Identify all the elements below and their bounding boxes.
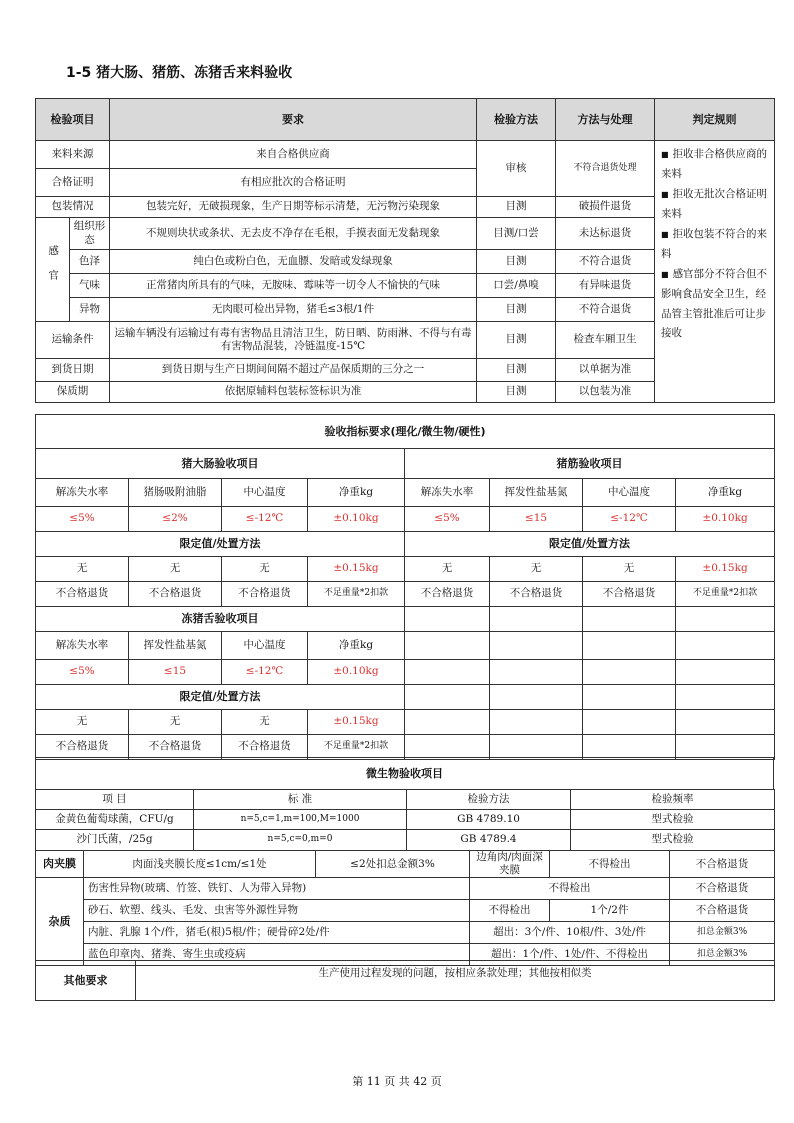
method-arrival: 目测: [477, 359, 556, 382]
limit-value: ±0.10kg: [308, 507, 405, 532]
req-source: 来自合格供应商: [110, 141, 477, 169]
col-label: 挥发性盐基氮: [490, 479, 583, 507]
limit-value: ≤-12℃: [222, 507, 308, 532]
micro-table: [35, 789, 775, 851]
action-cell: 不合格退货: [583, 582, 676, 607]
item-pack: 包装情况: [36, 197, 110, 218]
item-foreign: 异物: [70, 298, 110, 322]
item-tissue: 组织形态: [70, 218, 110, 250]
impurity-action: 扣总金额3%: [670, 922, 775, 944]
action-cell: 不足重量*2扣款: [676, 582, 775, 607]
action-color: 不符合退货: [556, 250, 655, 274]
rule-item: ■ 拒收无批次合格证明来料: [661, 185, 770, 225]
impurity-action: 不合格退货: [670, 878, 775, 900]
header-method: 检验方法: [477, 99, 556, 141]
impurity-action: 扣总金额3%: [670, 944, 775, 966]
rules-cell: [655, 141, 775, 403]
micro-cell: GB 4789.10: [407, 810, 571, 830]
action-transport: 检查车厢卫生: [556, 322, 655, 359]
indicators-title: 验收指标要求(理化/微生物/硬性): [36, 415, 775, 449]
impurity-std: 1个/2件: [550, 900, 670, 922]
req-foreign: 无肉眼可检出异物，猪毛≤3根/1件: [110, 298, 477, 322]
micro-cell: 型式检验: [571, 810, 775, 830]
micro-cell: 型式检验: [571, 830, 775, 851]
action-smell: 有异味退货: [556, 274, 655, 298]
method-foreign: 目测: [477, 298, 556, 322]
col-label: 解冻失水率: [405, 479, 490, 507]
page-footer: 第 11 页 共 42 页: [352, 1075, 442, 1088]
inspection-table: [35, 98, 775, 403]
rule-item: ■ 感官部分不符合但不影响食品安全卫生，经品管主管批准后可让步接收: [661, 265, 770, 345]
item-color: 色泽: [70, 250, 110, 274]
limit-cell: ±0.15kg: [308, 710, 405, 735]
intestine-title: 猪大肠验收项目: [36, 449, 405, 479]
action-cell: 不合格退货: [405, 582, 490, 607]
req-transport: 运输车辆没有运输过有毒有害物品且清洁卫生，防日晒、防雨淋、不得与有毒有害物品混装，冷链温度-15℃: [110, 322, 477, 359]
method-smell: 口尝/鼻嗅: [477, 274, 556, 298]
other-text: 生产使用过程发现的问题，按相应条款处理；其他按相似类: [136, 961, 775, 1001]
req-pack: 包装完好，无破损现象，生产日期等标示清楚，无污物污染现象: [110, 197, 477, 218]
col-label: 净重kg: [308, 479, 405, 507]
tendon-title: 猪筋验收项目: [405, 449, 775, 479]
limit-value: ±0.10kg: [308, 660, 405, 685]
limit-title: 限定值/处置方法: [36, 685, 405, 710]
membrane-cell: ≤2处扣总金额3%: [316, 851, 470, 878]
limit-cell: 无: [36, 710, 129, 735]
action-cell: 不合格退货: [36, 735, 129, 760]
limit-cell: 无: [36, 557, 129, 582]
micro-cell: GB 4789.4: [407, 830, 571, 851]
impurity-std: 不得检出: [470, 878, 670, 900]
limit-value: ±0.10kg: [676, 507, 775, 532]
col-label: 净重kg: [308, 632, 405, 660]
action-shelf: 以包装为准: [556, 382, 655, 403]
micro-header: 项 目: [36, 790, 194, 810]
limit-cell: 无: [129, 557, 222, 582]
action-arrival: 以单据为准: [556, 359, 655, 382]
action-cell: 不合格退货: [129, 735, 222, 760]
limit-cell: 无: [490, 557, 583, 582]
micro-header: 检验频率: [571, 790, 775, 810]
action-cell: 不足重量*2扣款: [308, 735, 405, 760]
limit-cell: 无: [222, 557, 308, 582]
col-label: 解冻失水率: [36, 632, 129, 660]
item-source: 来料来源: [36, 141, 110, 169]
method-shelf: 目测: [477, 382, 556, 403]
membrane-cell: 边角肉/肉面深夹膜: [470, 851, 550, 878]
item-shelf: 保质期: [36, 382, 110, 403]
limit-value: ≤2%: [129, 507, 222, 532]
limit-value: ≤-12℃: [583, 507, 676, 532]
micro-cell: 沙门氏菌，/25g: [36, 830, 194, 851]
header-action: 方法与处理: [556, 99, 655, 141]
limit-cell: 无: [583, 557, 676, 582]
sensory-label: 感官: [36, 218, 70, 322]
action-foreign: 不符合退货: [556, 298, 655, 322]
col-label: 净重kg: [676, 479, 775, 507]
impurity-label: 杂质: [36, 878, 84, 966]
limit-value: ≤-12℃: [222, 660, 308, 685]
micro-header: 标 准: [194, 790, 407, 810]
action-pack: 破损件退货: [556, 197, 655, 218]
req-color: 纯白色或粉白色，无血膘、发暗或发绿现象: [110, 250, 477, 274]
rule-item: ■ 拒收非合格供应商的来料: [661, 145, 770, 185]
action-cell: 不合格退货: [490, 582, 583, 607]
method-pack: 目测: [477, 197, 556, 218]
rule-item: ■ 拒收包装不符合的来料: [661, 225, 770, 265]
col-label: 中心温度: [222, 479, 308, 507]
method-audit: 审核: [477, 141, 556, 197]
col-label: 猪肠吸附油脂: [129, 479, 222, 507]
limit-value: ≤5%: [36, 507, 129, 532]
action-tissue: 未达标退货: [556, 218, 655, 250]
method-transport: 目测: [477, 322, 556, 359]
header-requirement: 要求: [110, 99, 477, 141]
micro-cell: 金黄色葡萄球菌，CFU/g: [36, 810, 194, 830]
item-smell: 气味: [70, 274, 110, 298]
req-shelf: 依据原辅料包装标签标识为准: [110, 382, 477, 403]
req-arrival: 到货日期与生产日期间间隔不超过产品保质期的三分之一: [110, 359, 477, 382]
impurity-std: 超出：1个/件、1处/件、不得检出: [470, 944, 670, 966]
impurity-std: 不得检出: [470, 900, 550, 922]
impurity-std: 超出：3个/件、10根/件、3处/件: [470, 922, 670, 944]
item-transport: 运输条件: [36, 322, 110, 359]
impurity-item: 伤害性异物(玻璃、竹签、铁钉、人为带入异物): [84, 878, 470, 900]
action-cell: 不合格退货: [222, 582, 308, 607]
membrane-cell: 肉面浅夹膜长度≤1cm/≤1处: [84, 851, 316, 878]
impurity-item: 砂石、软塑、线头、毛发、虫害等外源性异物: [84, 900, 470, 922]
limit-cell: ±0.15kg: [676, 557, 775, 582]
limit-value: ≤15: [129, 660, 222, 685]
micro-cell: n=5,c=0,m=0: [194, 830, 407, 851]
action-cell: 不合格退货: [36, 582, 129, 607]
membrane-cell: 不得检出: [550, 851, 670, 878]
micro-title: 微生物验收项目: [36, 758, 774, 790]
limit-cell: 无: [129, 710, 222, 735]
limit-cell: ±0.15kg: [308, 557, 405, 582]
col-label: 解冻失水率: [36, 479, 129, 507]
method-color: 目测: [477, 250, 556, 274]
item-arrival: 到货日期: [36, 359, 110, 382]
impurity-item: 内脏、乳腺 1个/件，猪毛(根)5根/件；硬骨碎2处/件: [84, 922, 470, 944]
req-cert: 有相应批次的合格证明: [110, 169, 477, 197]
micro-header: 检验方法: [407, 790, 571, 810]
limit-cell: 无: [222, 710, 308, 735]
other-label: 其他要求: [36, 961, 136, 1001]
action-cell: 不合格退货: [129, 582, 222, 607]
membrane-cell: 不合格退货: [670, 851, 775, 878]
limit-value: ≤15: [490, 507, 583, 532]
other-table: [35, 960, 775, 1001]
membrane-label: 肉夹膜: [36, 851, 84, 878]
req-smell: 正常猪肉所具有的气味，无胺味、霉味等一切令人不愉快的气味: [110, 274, 477, 298]
tongue-title: 冻猪舌验收项目: [36, 607, 405, 632]
indicators-table: [35, 414, 775, 760]
limit-title: 限定值/处置方法: [36, 532, 405, 557]
impurity-table: [35, 850, 775, 966]
micro-cell: n=5,c=1,m=100,M=1000: [194, 810, 407, 830]
method-tissue: 目测/口尝: [477, 218, 556, 250]
action-cell: 不足重量*2扣款: [308, 582, 405, 607]
limit-title: 限定值/处置方法: [405, 532, 775, 557]
action-reject: 不符合退货处理: [556, 141, 655, 197]
header-rules: 判定规则: [655, 99, 775, 141]
micro-title-table: [35, 757, 774, 790]
impurity-action: 不合格退货: [670, 900, 775, 922]
col-label: 中心温度: [222, 632, 308, 660]
page-title: 1-5 猪大肠、猪筋、冻猪舌来料验收: [66, 65, 293, 81]
req-tissue: 不规则块状或条状、无去皮不净存在毛根，手摸表面无发黏现象: [110, 218, 477, 250]
col-label: 中心温度: [583, 479, 676, 507]
impurity-item: 蓝色印章肉、猪粪、寄生虫或疫病: [84, 944, 470, 966]
limit-value: ≤5%: [36, 660, 129, 685]
header-item: 检验项目: [36, 99, 110, 141]
limit-value: ≤5%: [405, 507, 490, 532]
limit-cell: 无: [405, 557, 490, 582]
item-cert: 合格证明: [36, 169, 110, 197]
col-label: 挥发性盐基氮: [129, 632, 222, 660]
action-cell: 不合格退货: [222, 735, 308, 760]
